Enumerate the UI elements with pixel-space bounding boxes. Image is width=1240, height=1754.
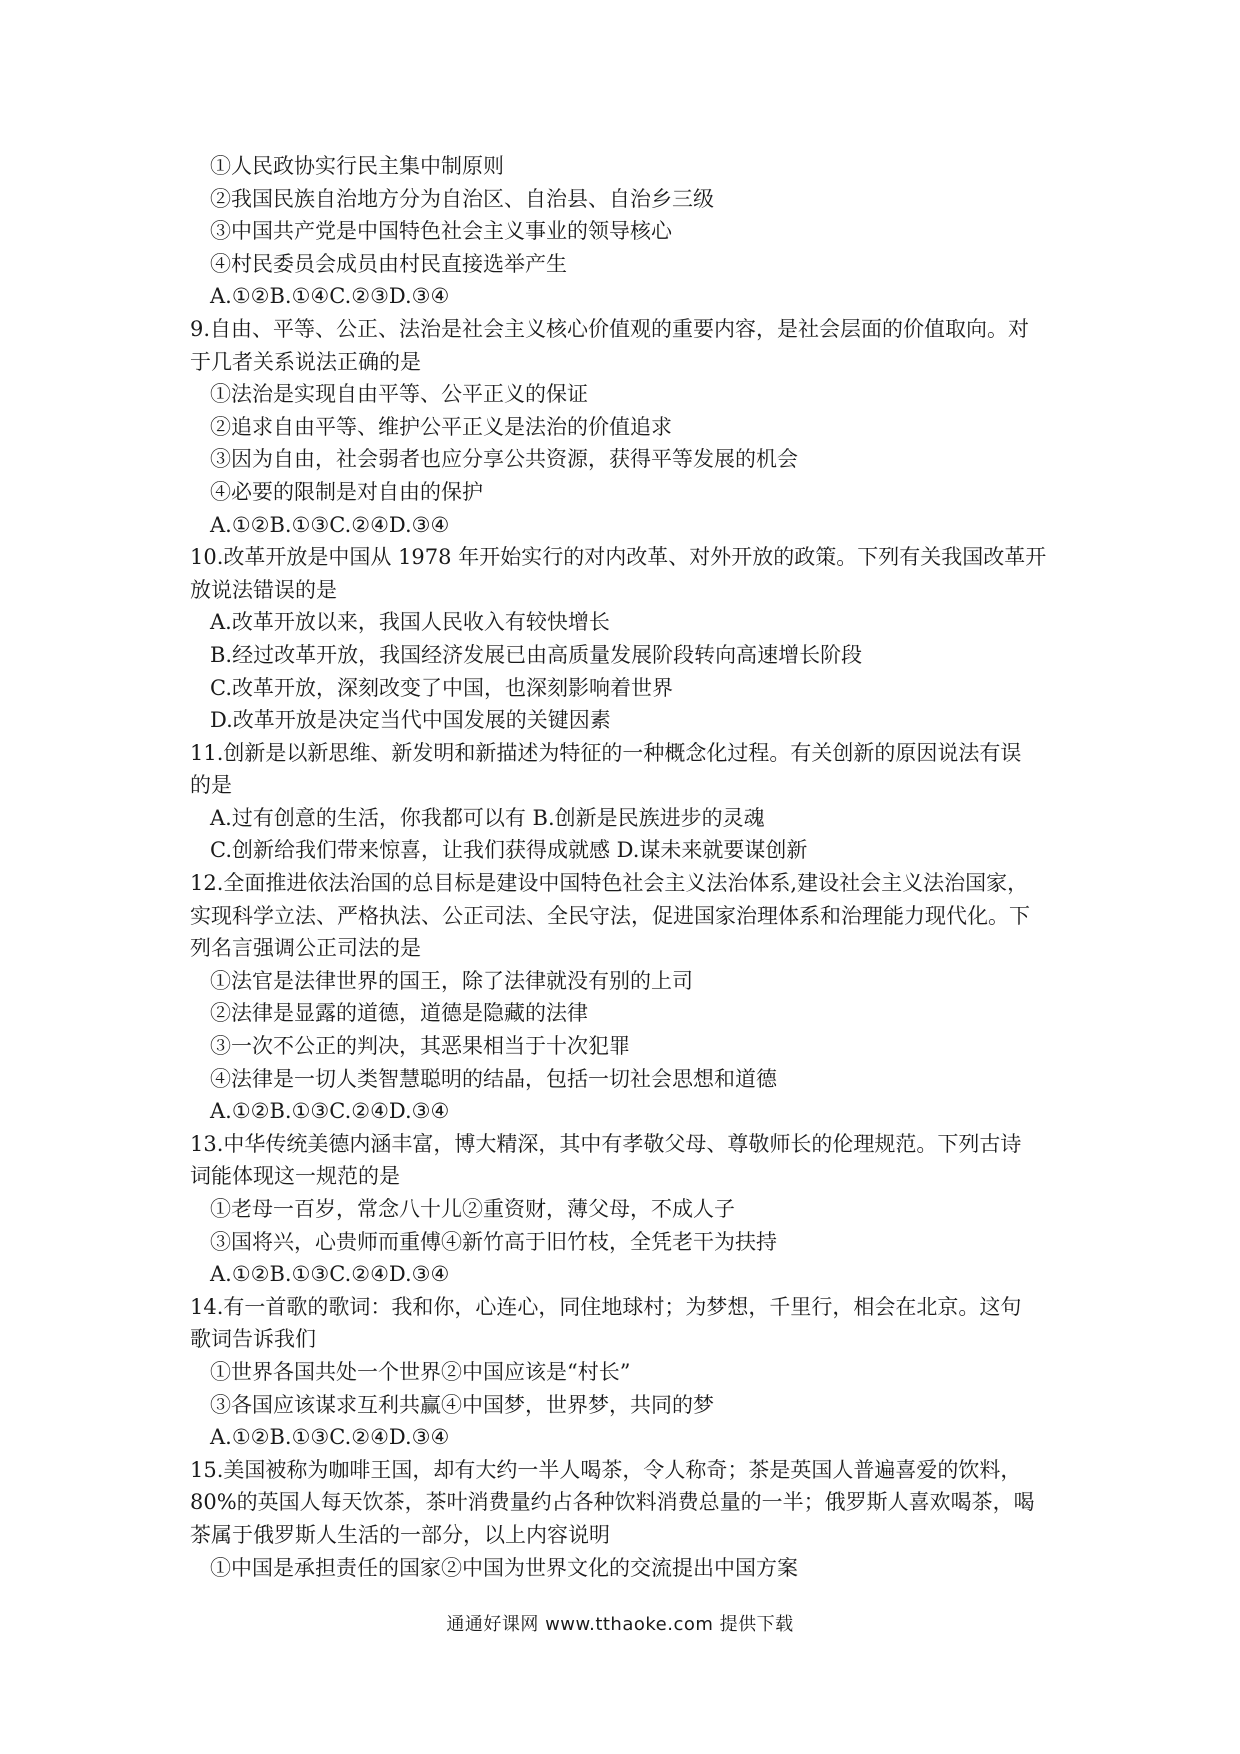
option-line: ④法律是一切人类智慧聪明的结晶，包括一切社会思想和道德 xyxy=(210,1066,777,1091)
option-line: ①人民政协实行民主集中制原则 xyxy=(210,154,504,178)
option-line: ②追求自由平等、维护公平正义是法治的价值追求 xyxy=(210,414,672,439)
question-stem-line: 15.美国被称为咖啡王国，却有大约一半人喝茶，令人称奇；茶是英国人普遍喜爱的饮料， xyxy=(190,1457,1022,1482)
option-line: ③因为自由，社会弱者也应分享公共资源，获得平等发展的机会 xyxy=(210,447,798,472)
question-stem-line: 实现科学立法、严格执法、公正司法、全民守法，促进国家治理体系和治理能力现代化。下 xyxy=(190,903,1030,928)
question-stem-line: 于几者关系说法正确的是 xyxy=(190,349,421,374)
option-line: ③中国共产党是中国特色社会主义事业的领导核心 xyxy=(210,219,672,244)
option-line: C.改革开放，深刻改变了中国，也深刻影响着世界 xyxy=(210,675,673,700)
option-line: ②法律是显露的道德，道德是隐藏的法律 xyxy=(210,1001,588,1026)
option-line: ①中国是承担责任的国家②中国为世界文化的交流提出中国方案 xyxy=(210,1555,798,1580)
question-stem-line: 放说法错误的是 xyxy=(190,577,337,602)
option-line: A.改革开放以来，我国人民收入有较快增长 xyxy=(210,610,610,635)
question-stem-line: 13.中华传统美德内涵丰富，博大精深，其中有孝敬父母、尊敬师长的伦理规范。下列古诗 xyxy=(190,1131,1022,1156)
option-line: ①老母一百岁，常念八十儿②重资财，薄父母，不成人子 xyxy=(210,1197,735,1221)
question-stem-line: 14.有一首歌的歌词：我和你，心连心，同住地球村；为梦想，千里行，相会在北京。这句 xyxy=(190,1294,1022,1319)
option-line: ①法官是法律世界的国王，除了法律就没有别的上司 xyxy=(210,968,693,993)
question-stem-line: 词能体现这一规范的是 xyxy=(190,1164,400,1189)
option-line: ③各国应该谋求互利共赢④中国梦，世界梦，共同的梦 xyxy=(210,1392,714,1417)
option-line: ④必要的限制是对自由的保护 xyxy=(210,479,483,504)
option-line: A.①②B.①④C.②③D.③④ xyxy=(210,284,450,309)
option-line: D.改革开放是决定当代中国发展的关键因素 xyxy=(210,708,611,733)
option-line: A.过有创意的生活，你我都可以有 B.创新是民族进步的灵魂 xyxy=(210,805,765,830)
option-line: ①法治是实现自由平等、公平正义的保证 xyxy=(210,382,588,407)
question-stem-line: 歌词告诉我们 xyxy=(190,1327,316,1352)
footer-watermark: 通通好课网 www.tthaoke.com 提供下载 xyxy=(446,1614,794,1635)
question-content xyxy=(190,150,1070,1584)
option-line: ②我国民族自治地方分为自治区、自治县、自治乡三级 xyxy=(210,186,714,211)
question-stem-line: 80%的英国人每天饮茶，茶叶消费量约占各种饮料消费总量的一半；俄罗斯人喜欢喝茶，喝 xyxy=(190,1490,1035,1515)
option-line: A.①②B.①③C.②④D.③④ xyxy=(210,1099,450,1124)
option-line: ④村民委员会成员由村民直接选举产生 xyxy=(210,251,567,276)
option-line: ①世界各国共处一个世界②中国应该是“村长” xyxy=(210,1359,631,1384)
question-stem-line: 10.改革开放是中国从 1978 年开始实行的对内改革、对外开放的政策。下列有关我国改革开 xyxy=(190,545,1047,570)
question-stem-line: 9.自由、平等、公正、法治是社会主义核心价值观的重要内容，是社会层面的价值取向。对 xyxy=(190,316,1030,341)
option-line: ③一次不公正的判决，其恶果相当于十次犯罪 xyxy=(210,1034,630,1059)
question-stem-line: 的是 xyxy=(190,773,232,798)
question-stem-line: 茶属于俄罗斯人生活的一部分，以上内容说明 xyxy=(190,1522,610,1547)
question-stem-line: 12.全面推进依法治国的总目标是建设中国特色社会主义法治体系,建设社会主义法治国家， xyxy=(190,871,1029,896)
option-line: A.①②B.①③C.②④D.③④ xyxy=(210,1425,450,1450)
option-line: ③国将兴，心贵师而重傅④新竹高于旧竹枝，全凭老干为扶持 xyxy=(210,1229,777,1254)
option-line: A.①②B.①③C.②④D.③④ xyxy=(210,1262,450,1287)
option-line: B.经过改革开放，我国经济发展已由高质量发展阶段转向高速增长阶段 xyxy=(210,642,863,667)
option-line: A.①②B.①③C.②④D.③④ xyxy=(210,512,450,537)
question-stem-line: 11.创新是以新思维、新发明和新描述为特征的一种概念化过程。有关创新的原因说法有误 xyxy=(190,740,1022,765)
option-line: C.创新给我们带来惊喜，让我们获得成就感 D.谋未来就要谋创新 xyxy=(210,838,808,863)
question-stem-line: 列名言强调公正司法的是 xyxy=(190,936,421,961)
